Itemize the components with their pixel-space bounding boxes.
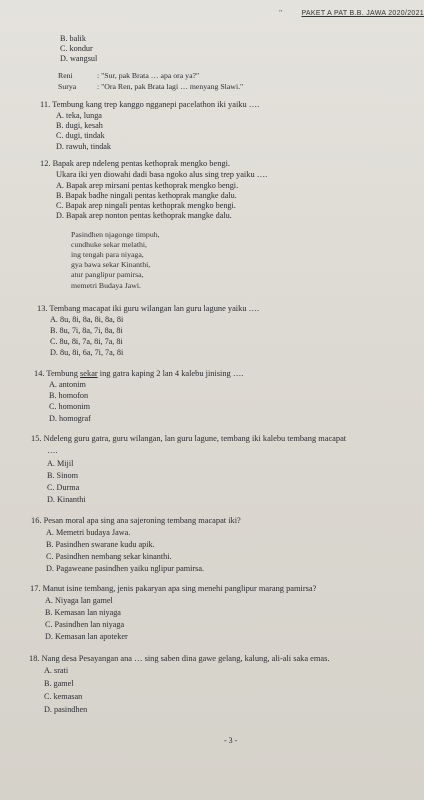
prev-option-b: B. balik bbox=[60, 34, 86, 43]
q15-option-d: D. Kinanthi bbox=[47, 495, 86, 504]
q16-option-c: C. Pasindhen nembang sekar kinanthi. bbox=[46, 552, 172, 561]
q12-option-b: B. Bapak badhe ningali pentas kethoprak mangke dalu. bbox=[56, 191, 237, 200]
q16-option-b: B. Pasindhen swarane kudu apik. bbox=[46, 540, 155, 549]
q12-option-c: C. Bapak arep ningali pentas kethoprak mengko bengi. bbox=[56, 201, 236, 210]
q16-option-d: D. Pagaweane pasindhen yaiku nglipur pamirsa. bbox=[46, 564, 205, 573]
question-14 bbox=[34, 369, 243, 379]
q17-option-c: C. Pasindhen lan niyaga bbox=[45, 620, 125, 629]
q18-option-c: C. kemasan bbox=[44, 692, 83, 701]
q13-option-a: A. 8u, 8i, 8a, 8i, 8a, 8i bbox=[50, 315, 124, 324]
dialog-speaker-reni: Reni bbox=[58, 71, 73, 80]
prev-option-c: C. kondur bbox=[60, 44, 93, 53]
page-number: - 3 - bbox=[224, 736, 238, 745]
poem-line-4: gya bawa sekar Kinanthi, bbox=[71, 260, 151, 269]
poem-line-6: memetri Budaya Jawi. bbox=[71, 281, 141, 290]
q13-option-b: B. 8u, 7i, 8a, 7i, 8a, 8i bbox=[50, 326, 123, 335]
question-16: 16. Pesan moral apa sing ana sajeroning tembang macapat iki? bbox=[31, 516, 241, 525]
question-14-post: ing gatra kaping 2 lan 4 kalebu jinising …. bbox=[97, 369, 244, 378]
dialog-line-reni: : "Sur, pak Brata … apa ora ya?" bbox=[97, 71, 200, 80]
question-14-pre: 14. Tembung bbox=[34, 369, 81, 378]
dialog-speaker-surya: Surya bbox=[58, 82, 77, 91]
q12-option-a: A. Bapak arep mirsani pentas kethoprak mengko bengi. bbox=[56, 181, 239, 190]
q12-option-d: D. Bapak arep nonton pentas kethoprak mangke dalu. bbox=[56, 211, 232, 220]
prev-option-d: D. wangsul bbox=[60, 54, 98, 63]
q18-option-d: D. pasindhen bbox=[44, 705, 88, 714]
q14-option-b: B. homofon bbox=[49, 391, 89, 400]
q13-option-d: D. 8u, 8i, 6a, 7i, 7a, 8i bbox=[50, 348, 124, 357]
q14-option-d: D. homograf bbox=[49, 414, 91, 423]
question-13: 13. Tembang macapat iki guru wilangan lan guru lagune yaiku …. bbox=[37, 304, 260, 313]
question-12-line2: Ukara iki yen diowahi dadi basa ngoko alus sing trep yaiku …. bbox=[56, 170, 268, 179]
poem-line-5: atur panglipur pamirsa, bbox=[71, 270, 144, 279]
question-15: 15. Ndeleng guru gatra, guru wilangan, lan guru lagune, tembang iki kalebu tembang macapat bbox=[31, 434, 347, 443]
q15-option-a: A. Mijil bbox=[47, 459, 74, 468]
q17-option-d: D. Kemasan lan apoteker bbox=[45, 632, 128, 641]
dialog-line-surya: : "Ora Ren, pak Brata lagi … menyang Slawi." bbox=[97, 82, 244, 91]
poem-line-1: Pasindhen njagonge timpuh, bbox=[71, 230, 160, 239]
q17-option-a: A. Niyaga lan gamel bbox=[45, 596, 113, 605]
question-12: 12. Bapak arep ndeleng pentas kethoprak mengko bengi. bbox=[40, 159, 231, 168]
question-14-underlined-word: sekar bbox=[80, 369, 98, 378]
q18-option-a: A. srati bbox=[44, 666, 69, 675]
question-18: 18. Nang desa Pesayangan ana … sing saben dina gawe gelang, kalung, ali-ali saka emas. bbox=[29, 654, 330, 663]
q15-option-c: C. Durma bbox=[47, 483, 80, 492]
question-11: 11. Tembung kang trep kanggo ngganepi pacelathon iki yaiku …. bbox=[40, 100, 260, 109]
question-15-line2: …. bbox=[47, 446, 58, 455]
exam-code-header: PAKET A PAT B.B. JAWA 2020/2021 bbox=[301, 10, 424, 17]
q13-option-c: C. 8u, 8i, 7a, 8i, 7a, 8i bbox=[50, 337, 123, 346]
poem-line-2: cundhuke sekar melathi, bbox=[71, 240, 147, 249]
question-17: 17. Manut isine tembang, jenis pakaryan apa sing menehi panglipur marang pamirsa? bbox=[30, 584, 317, 593]
header-mark: " bbox=[279, 9, 282, 17]
q11-option-b: B. dugi, kesah bbox=[56, 121, 103, 130]
q17-option-b: B. Kemasan lan niyaga bbox=[45, 608, 121, 617]
q14-option-a: A. antonim bbox=[49, 380, 86, 389]
q11-option-d: D. rawuh, tindak bbox=[56, 142, 112, 151]
q18-option-b: B. gamel bbox=[44, 679, 74, 688]
q11-option-a: A. teka, lunga bbox=[56, 111, 102, 120]
q14-option-c: C. homonim bbox=[49, 402, 90, 411]
q11-option-c: C. dugi, tindak bbox=[56, 131, 105, 140]
q15-option-b: B. Sinom bbox=[47, 471, 78, 480]
poem-line-3: ing tengah para niyaga, bbox=[71, 250, 144, 259]
q16-option-a: A. Memetri budaya Jawa. bbox=[46, 528, 131, 537]
